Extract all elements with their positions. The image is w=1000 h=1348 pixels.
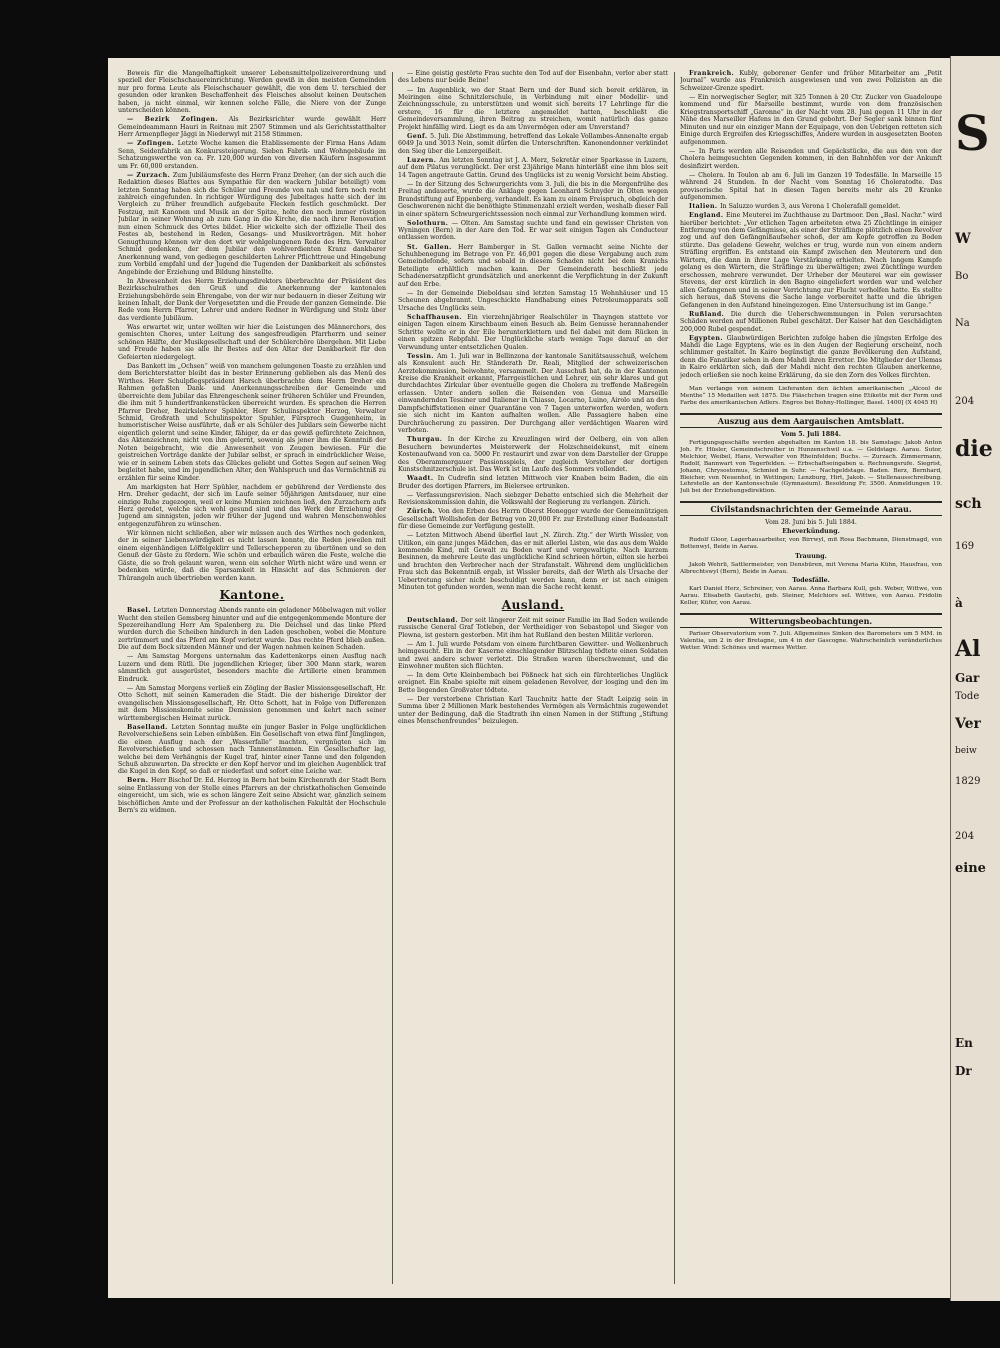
article-dateline: Deutschland. [407,616,461,624]
article-paragraph [398,492,668,507]
section-heading: Kantone. [219,588,285,603]
article-paragraph [118,685,386,722]
column-1 [118,70,386,1290]
article-paragraph [398,314,668,351]
article-paragraph [118,724,386,776]
article-paragraph [680,70,942,92]
adjacent-page-text: 1829 [955,776,981,787]
article-text: — Cholera. In Toulon ab am 6. Juli im Ganzen 19 Todesfälle. In Marseille 15 während 24 Stunden. In der Nacht vom Sonntag 16 Choleratodte. Das provisorische Spital hat in diesen Tagen bereits mehr als 20 Kranke aufgenommen. [680,171,942,202]
article-paragraph [398,157,668,179]
article-paragraph [680,335,942,380]
adjacent-page-text: Bo [955,271,969,282]
article-paragraph [398,641,668,671]
article-dateline: Schaffhausen. [407,313,468,321]
article-text: — Der verstorbene Christian Karl Tauchnitz hatte der Stadt Leipzig sein in Summa über 2 Millionen Mark bestehendes Vermögen als Vermächtnis zugewendet unter der Bedingung, daß die Stadtrath ihn einen Namen in der Stiftung „Stiftung eines Menschenfreundes“ beizulegen. [398,695,668,726]
article-dateline: Frankreich. [689,70,740,77]
article-paragraph [680,212,942,309]
adjacent-page-text: W [955,231,971,247]
article-text: Herr Bischof Dr. Ed. Herzog in Bern hat beim Kirchenrath der Stadt Bern seine Entlassung von der Stelle eines Pfarrers an der christkatholischen Gemeinde eingereicht, um sich, wie es schon längere Zeit seine Absicht war, gänzlich seinem bischöflichen Amte und der Professur an der katholischen Fakultät der Hochschule Bern's zu widmen. [118,777,386,815]
article-text: — Letzten Mittwoch Abend überfiel laut „N. Zürch. Ztg.“ der Wirth Wissler, von Uitikon, ein ganz junges Mädchen, das er mit allerlei Listen, wie das aus dem Walde kommende Kind, mit Gewalt zu Boden warf und vergewaltigte. Nach kurzem Besinnen, da mehrere Leute das unglückliche Kind schrieen hörten, eilten sie herbei und brachten den Verbrecher nach der Strafanstalt. Während dem unglücklichen Frau sich das Bekenntniß ergab, ist Wissler bereits, daß der Wirth als Ursache der Uebertretung sicher nicht beschuldigt werden kann, denn er ist nach einigen Minuten tot gefunden worden, wenn man die Sache recht kennt. [398,532,668,592]
article-text: In Cudrefin sind letzten Mittwoch vier Knaben beim Baden, die ein Bruder des dortigen Pfarrers, im Bielersee ertrunken. [398,475,668,490]
section-heading: Ausland. [501,597,565,612]
article-text: Kubly, geborener Genfer und früher Mitarbeiter am „Petit Journal“ wurde aus Frankreich ausgewiesen und von zwei Polizisten an die Schweizer-Grenze spedirt. [680,70,942,92]
civil-body1: Rudolf Gloor, Lagerhausarbeiter, von Birrwyl, mit Rosa Bachmann, Dienstmagd, von Bottenwyl, Beide in Aarau. [680,537,942,551]
article-text: Letzten Donnerstag Abends rannte ein geladener Möbelwagen mit voller Wucht den steilen Gemsberg hinunter und auf die entgegenkommende Monture der Spezereihandlung Herr Am Spalenberg zu. Die Deichsel und das linke Pferd wurden durch die Scheiben hindurch in den Laden geschoben, wobei die Monture zertrümmert und das Pferd am Kopf verletzt wurde. Das rechte Pferd blieb außen. Die auf dem Bock sitzenden Männer und der Wagen nahmen keinen Schaden. [118,607,386,652]
column-rule [392,72,393,1284]
article-paragraph [118,363,386,482]
article-paragraph [680,94,942,146]
article-paragraph [398,244,668,289]
adjacent-page-text: Gar [955,671,980,685]
article-dateline: Tessin. [407,352,438,360]
adjacent-page-text: Na [955,318,970,329]
article-text: Der seit längerer Zeit mit seiner Familie im Bad Soden weilende russische General Graf Totleben, der Vertheidiger von Sebastopol und Sieger von Plewna, ist gestern gestorben. Mit ihm hat Rußland den besten Militär verloren. [398,616,668,639]
adjacent-page-edge [950,56,1000,1301]
article-paragraph [398,436,668,473]
article-text: — In Paris werden alle Reisenden und Gepäckstücke, die aus den von der Cholera heimgesuchten Gegenden kommen, in den Bahnhöfen vor der Ankunft desinfizirt werden. [680,147,942,170]
article-text: — Am Samstag Morgens unternahm das Kadettenkorps einen Ausflug nach Luzern und dem Rütli. Die jugendlichen Krieger, über 300 Mann stark, waren sämmtlich gut ausgerüstet, besonders machte die Artillerie einen brammen Eindruck. [118,653,386,683]
article-text: In Abwesenheit des Herrn Erziehungsdirektors überbrachte der Präsident des Bezirksschulrathes den Gruß und die Anerkennung der kantonalen Erziehungsbehörde sein Ehrengabe, von der wir nur bedauern in dieser Zeitung wir keinen Inhalt, der Dank der Vorgesetzten und die Freude der ganzen Gemeinde. Die Rede vom Herrn Pfarrer, Lehrer und andere Redner in Würdigung und Stolz über das verdiente Jubiläum. [118,277,386,322]
article-text: 5. Juli. Die Abstimmung, betreffend das Lokale Vollambes-Annenalte ergab 6049 Ja und 3013 Nein, somit dürfen die Unterschriften. Kanonendonner verkündet den Sieg über die Lenzergeißeit. [398,132,668,155]
article-paragraph [398,532,668,592]
weather-body: Pariser Observatorium vom 7. Juli. Allgemeines Sinken des Barometers um 5 MM. in Valentia, um 2 in der Bretagne, um 4 in der Gascogne. Wahrscheinlich veränderliches Wetter. Wind: Schönes und warmes Wetter. [680,631,942,651]
article-dateline: Luzern. [407,156,440,164]
article-paragraph [398,181,668,218]
article-dateline: Bern. [127,777,151,785]
adjacent-page-text: die [955,436,993,462]
article-dateline: England. [689,212,727,220]
article-paragraph [118,70,386,115]
article-paragraph [118,777,386,814]
article-paragraph [398,672,668,694]
article-text: Am letzten Sonntag ist J. A. Merz, Sekretär einer Sparkasse in Luzern, auf dem Pilatus verunglückt. Der erst 23jährige Mann hinterläßt eine ihm blos seit 14 Tagen angetraute Gattin. Grund des Unglücks ist zu wenig Vorsicht beim Abstieg. [398,156,668,179]
article-text: Ein vierzehnjähriger Realschüler in Thayngen stattete vor einigen Tagen einem Kirschbaum einen Besuch ab. Beim Genusse herannahender Schritte wollte er in der Eile herunterklettern und fiel dabei mit dem Rücken in einen spitzen Rebpfahl. Der Unglückliche starb wenige Tage darauf an der Verwundung unter entsetzlichen Qualen. [398,313,668,351]
column-rule [674,72,675,1284]
article-paragraph [398,617,668,639]
article-paragraph [118,530,386,582]
adjacent-page-text: à [955,596,963,610]
article-text: Wir können nicht schließen, aber wir müssen auch des Wirthes noch gedenken, der in seiner Liebenswürdigkeit es nicht lassen konnte, die Reden jeweilen mit einem eigenhändigen Löffelgeklirr und Tellerschepperen zu übertönen und so den Genuß der Gäste zu fördern. Wie schön und erbaulich wären die Feste, welche die Gäste, die so froh gelaunt waren, wenn ein solcher Wirth nicht wäre und wenn er bedenken würde, daß die Sparsamkeit in Hinsicht auf das Schmieren der Thürangeln auch übertrieben werden kann. [118,529,386,582]
article-text: Herr Bamberger in St. Gallen vermacht seine Nichte der Schuhbenegung im Betrage von Fr. 46,901 gegen die diese Vergabung auch zum Gemeindefonde, sofern und sobald in diesem Schaden nicht bei dem Kranichs Beteiligte erhältlich machen kann. Der Gemeinderath beschließt jede Schadenersatzpflicht grundsätzlich und anerkennt die Verpflichtung in der Zukunft auf den Erbe. [398,243,668,288]
amtsblatt-title: Auszug aus dem Aargauischen Amtsblatt. [680,413,942,428]
amtsblatt-body: Fertigungsgeschäfte werden abgehalten im Kanton 18. bis Samstags: Jakob Anton Joh. Fr. Hüsler, Gemeindschreiber in Hunzenschwil u.a. — Geldstage. Aarau. Sutor, Melchior, Weibel, Hans, Verwalter von Rheinfelden; Buchs. — Zurzach. Zimmermann, Rudolf, Bannwart von Tegerfelden. — Erbschaftseingaben u. Rechnungsrufe. Siegrist, Johann, Chrysostomus, Schmied in Suhr. — Nachgeldstage. Baden. Berz, Bernhard, Bleicher, von Neuenhof, in Wettingen; Lenzburg, Hirt, Jakob. — Stellenausschreibung. Lehrstelle an der Kantonsschule (Gymnasium). Besoldung Fr. 3500. Anmeldungen 19. Juli bei der Erziehungsdirektion. [680,440,942,495]
article-text: Am markigsten hat Herr Spühler, nachdem er gebührend der Verdienste des Hrn. Dreher gedacht, der sich im Laufe seiner 50jährigen Amtsdauer, nur eine einzige Ruhe zugezogen, weil er keine Mumien zeichnen ließ, den Zurzachern aufs Herz geredet, welche sich wohl gesund sind und das Werk der Erziehung der Jugend am sinnigsten, jeden wir früher der Jugend und wahren Menschenwohles entgegenzuführen zu wünschen. [118,483,386,528]
article-paragraph [398,508,668,530]
civil-body3: Karl Daniel Herz, Schreiner, von Aarau. Anna Barbara Kull, geb. Weber, Wittwe, von Aarau. Elisabeth Gautschi, geb. Steiner, Melchiors sel. Wittwe, von Aarau. Fridolin Keller, Küfer, von Aarau. [680,586,942,607]
article-text: — Ein norwegischer Segler, mit 325 Tonnen à 20 Ctr. Zucker von Guadeloupe kommend und für Marseille bestimmt, wurde von dem französischen Kriegstransportschiff „Garonne“ in der Nacht vom 28. Juni gegen 11 Uhr in der Nähe des Marseiller Hafens in den Grund gebohrt. Der Segler sank binnen fünf Minuten und nur ein einziger Mann der Equipage, von den Uebrigen retteten sich Einige durch Ergreifen des Kriegsschiffes, Andere wurden in ausgesetzten Booten aufgenommen. [680,93,942,146]
article-dateline: — Bezirk Zofingen. [127,116,229,124]
article-dateline: Solothurn. [407,219,452,227]
civil-sub1: Eheverkündung. [782,528,840,536]
article-text: — Am 1. Juli wurde Potsdam von einem furchtbaren Gewitter- und Wolkenbruch heimgesucht. Ein in der Kaserne einschlagender Blitzschlag tödtete einen Soldaten und zwei andere schwer verletzt. Die Straßen waren überschwemmt, und die Einwohner mußten sich flüchten. [398,640,668,670]
article-dateline: Zürich. [407,508,439,516]
article-text: Eine Meuterei im Zuchthause zu Dartmoor. Den „Basl. Nachr.“ wird hierüber berichtet: „Vor etlichen Tagen arbeiteten etwa 25 Züchtlinge in einiger Entfernung von dem Gefängnisse, als einer der Sträflinge plötzlich einen Revolver zog und auf den Gefängnißaufseher schoß, der am Kopfe getroffen zu Boden stürzte. Das geladene Gewehr, welches er trug, wurde nun von einem andern Sträfling ergriffen. Es entstand ein Kampf zwischen den Meuterern und den Wärtern, die dann in ihrer Lage Verstärkung erhielten. Nach langem Kampfe gelang es den Wärtern, die Sträflinge zu überwältigen; zwei Züchtlinge wurden erschossen, mehrere verwundet. Der Urheber der Meuterei war ein gewisser Stevens, der erst kürzlich in den Bagno eingeliefert worden war und welcher allen Gefangenen und in seiner Verrichtung zur Flucht verholfen hatte. Es stellte sich heraus, daß Stevens die Sache lange vorbereitet hatte und die übrigen Gefangenen in den Aufstand hineingezogen. Eine Untersuchung ist im Gange.“ [680,212,942,309]
adjacent-page-text: 204 [955,831,975,842]
foreign-news-continued [680,70,942,379]
article-text: Zum Jubiläumsfeste des Herrn Franz Dreher, (an der sich auch die Redaktion dieses Blattes aus Sympathie für den wackern Jubilar beteiligt) vom letzten Sonntag haben sich die Schüler und Freunde von nah und fern noch recht zahlreich eingefunden. In richtiger Würdigung des Jubeltages hatte sich der im Vergleich zu früher freundlich aufgebaute Flecken festlich geschmückt. Der Festzug, mit Kanonen und Musik an der Spitze, holte den noch immer rüstigen Jubilar in seiner Wohnung ab zum Gang in die Kirche, die nach ihrer Renovation nun einen Schmuck des Ortes bildet. Hier wickelte sich der offizielle Theil des Festes ab, bestehend in Reden, Gesangs- und Musikvorträgen. Mit hoher Genugthuung können wir den dort wir wohlgelungenen Rede des Hrn. Verwalter Schmid gedenken, der dem Jubilar den wohlverdienten Kranz dankbarer Anerkennung wand, von gediegen geschilderten Lehrer Pflichttreue und Hingebung zum Vorbild empfahl und der Jugend die Tugenden der Dankbarkeit als schönstes Angebinde der Erziehung und Bildung hinstellte. [118,171,386,276]
adjacent-page-text: S [955,106,990,162]
adjacent-page-text: Tode [955,691,980,702]
article-paragraph [118,324,386,361]
article-text: — In der Sitzung des Schwurgerichts vom 3. Juli, die bis in die Morgenfrühe des Freitag andauerte, wurde die Anklage gegen Leonhard Schnyder in Olten wegen Brandstiftung auf Eppenberg, verhandelt. Es kam zu einem Freispruch, obgleich der Geschworenen nicht die benöthigte Stimmenzahl erzielt werden, weshalb dieser Fall in einer spätern Schwurgerichtssession noch einmal zur Verhandlung kommen wird. [398,180,668,218]
adjacent-page-text: eine [955,861,986,876]
article-dateline: Thurgau. [407,436,448,444]
article-paragraph [680,203,942,210]
article-text: Letzten Sonntag mußte ein junger Basler in Folge unglücklichen Revolverschießens sein Leben einbüßen. Ein Gesellschaft von etwa fünf Jünglingen, die einen Ausflug nach der „Wasserfalle“ machten, vergnügten sich im Revolverschießen und schossen nach Tannenstämmen. Ein Gesellschafter lag, welche bei dem Verhängnis der Kugel traf, hinter einer Tanne und den folgenden Schuß abzuwarten. Da streckte er den Kopf hervor und im gleichen Augenblick traf die Kugel in den Kopf, so daß er niederfast und sofort eine Leiche war. [118,723,386,776]
article-paragraph [118,116,386,138]
weather-title: Witterungsbeobachtungen. [680,613,942,628]
article-dateline: Rußland. [689,310,731,318]
civil-date: Vom 28. Juni bis 5. Juli 1884. [765,519,857,527]
article-text: Was erwartet wir, unter wollten wir hier die Leistungen des Männerchors, des gemischten Chores, unter Leitung des sangesfreudigen Pfarrherrn und seiner schönen Hälfte, der Musikgesellschaft und der Schülerchöre übergehen. Mit Liebe und Freude haben sie alle ihr Bestes auf den Altar der Dankbarkeit für den Gefeierten niedergelegt. [118,323,386,361]
article-text: — Im Augenblick, wo der Staat Bern und der Bund sich bereit erklären, in Meiringen eine Schnitzlerschule, in Verbindung mit einer Modellir- und Zeichnungsschule, zu unterstützen und womit sich bereits 17 Lehrlinge für die erstere, 16 für die letztere angemeldet hatten, beschließt die Gemeindeversammlung, ihren Beitrag zu streichen, womit natürlich das ganze Projekt hinfällig wird. Liegt es da am Unvermögen oder am Unverstand? [398,86,668,131]
article-text: Die durch die Ueberschwemmungen in Polen verursachten Schäden werden auf Millionen Rubel geschätzt. Der Kaiser hat den Geschädigten 200,000 Rubel gespendet. [680,310,942,333]
article-paragraph [398,290,668,312]
article-text: Als Bezirksrichter wurde gewählt Herr Gemeindeammann Hauri in Reitnau mit 2507 Stimmen und als Gerichtsstatthalter Herr Armenpfleger Jäggi in Niederwyl mit 2158 Stimmen. [118,116,386,139]
article-paragraph [118,278,386,323]
advertisement: Man verlange von seinem Lieferanten den ächten amerikanischen „Alcool de Menthe“ 15 Medaillen seit 1875. Die Fläschchen tragen eine Etikette mit der Form und Farbe des amerikanischen Adlers. Engros bei Bohny-Hollinger, Basel. 1400] (X 4045 H) [680,386,942,407]
article-dateline: Basel. [127,607,154,615]
civil-sub2: Trauung. [795,552,827,560]
article-text: Von den Erben des Herrn Oberst Honegger wurde der Gemeinnützigen Gesellschaft Wollishofen der Betrag von 20,000 Fr. zur Erstellung einer Badeanstalt für diese Gemeinde zur Verfügung gestellt. [398,508,668,530]
divider [720,382,902,383]
article-paragraph [680,311,942,333]
article-paragraph [680,172,942,202]
article-dateline: Italien. [689,203,721,211]
article-paragraph [398,70,668,85]
article-text: — In dem Orte Kleinbembach bei Pößneck hat sich ein fürchterliches Unglück ereignet. Ein Knabe spielte mit einem geladenen Revolver, der losging und den im Bette liegenden Großvater tödtete. [398,672,668,694]
article-text: — Eine geistig gestörte Frau suchte den Tod auf der Eisenbahn, verlor aber statt des Lebens nur beide Beine! [398,70,668,85]
article-paragraph [118,140,386,170]
article-text: — Am Samstag Morgens verließ ein Zögling der Basler Missionsgesellschaft, Hr. Otto Schott, mit seinen Kameraden die Stadt. Die der bisherige Direktor der evangelischen Missionsgesellschaft, Hr. Otto Schott, hat in Folge von Differenzen mit dem Missionskomite seine Demission genommen und kehrt nach seiner württembergischen Heimat zurück. [118,684,386,722]
article-dateline: — Zofingen. [127,140,178,148]
adjacent-page-text: En [955,1036,973,1050]
article-dateline: Genf. [407,132,431,140]
adjacent-page-text: Ver [955,716,981,732]
article-paragraph [118,653,386,683]
article-text: Das Bankett im „Ochsen“ weiß von manchem gelungenen Toaste zu erzählen und dem Berichterstatter bleibt das in bester Erinnerung geblieben als das Menü des Wirthes. Herr Schulpflegspräsident Harsch überbrachte dem Herrn Dreher ein Rahmen gefaßten Dank- und Anerkennungsschreiben der Gemeinde und überreichte dem Jubilar das Ehrengeschenk seiner früheren Schüler und Freunden, die ihm mit 5 hundertfrankenstücken überreicht wurden. Es sprachen die Herren Pfarrer Dreher, Bezirkslehrer Spühler, Herr Schulinspektor Herzog, Verwalter Schmid, Großrath und Schulinspektor Spuhler, Fürsprech Guggenheim, in humoristischer Weise ausführte, daß er als Schüler des Jubilars sein Gewerbe nicht eigentlich gelernt und seine Kinder, fähiger, da er das gewiß gefürchtete Zeichnen, das Aktenzeichnen, nicht von ihm gelernt, sowenig als jener ihm die Kenntniß der Noten beigebracht, wie die Anwesenheit von Zeugen bewiesen. Für die geistreichen Vorträge dankte der Jubilar selbst, er sprach in eindrücklicher Weise, wie er in seinem Leben stets das Glückes geliebt und Gottes Segen auf seinen Weg begleitet habe, und im jugendlichen Alter, den Wahlspruch und das Vermächtniß zu erzählen für seine Kinder. [118,362,386,482]
column-2 [398,70,668,1290]
adjacent-page-text: Al [955,636,981,662]
column-3 [680,70,942,1290]
adjacent-page-text: 169 [955,541,975,552]
article-paragraph [118,607,386,652]
amtsblatt-date: Vom 5. Juli 1884. [781,431,841,438]
article-text: — Verfassungsrevision. Nach siebzger Debatte entschied sich die Mehrheit der Revisionskommission dahin, die Volkswahl der Regierung zu verlangen. Zürich. [398,491,668,507]
article-paragraph [118,172,386,276]
article-text: Am 1. Juli war in Bellinzona der kantonale Sanitätsausschuß, welchem als Konsulent auch Hr. Ständerath Dr. Reali, Mitglied der schweizerischen Aerztekommission, beiwohnte, versammelt. Der Ausschuß hat, da in der Kantonen Kreise die Krankheit erkannt, Pfarrgeistlichen und Lehrer, ein sehr klares und gut durchdachtes Zirkular über eventuelle gegen die Cholera zu treffende Maßregeln erlassen. Unter andern sollen die Reisenden von Genua und Marseille einwandernden Tessiner und Italiener in Chiasso, Locarno, Luino, Airolo und an den Dampfschiffstationen einer Quarantäne von 7 Tagen unterworfen werden, wofern sie sich nicht im Kanton aufhalten wollen. Alle Passagiere haben eine Durchräucherung zu passiren. Der Durchgang aller verdächtigen Waaren wird verboten. [398,352,668,435]
adjacent-page-text: sch [955,496,982,512]
adjacent-page-text: Dr [955,1064,972,1078]
article-dateline: Baselland. [127,723,172,731]
article-paragraph [118,484,386,529]
adjacent-page-text: 204 [955,396,975,407]
civil-body2: Jakob Wehrli, Sattlermeister, von Densbüren, mit Verena Maria Kühn, Hausfrau, von Albrechtswyl (Bern), Beide in Aarau. [680,561,942,575]
article-dateline: St. Gallen. [407,243,458,251]
newspaper-page [108,58,950,1298]
article-paragraph [398,220,668,242]
article-text: In Saluzzo wurden 3, aus Verona 1 Cholerafall gemeldet. [720,203,901,211]
article-text: — Olten. Am Samstag suchte und fand ein gewisser Christen von Wyningen (Bern) in der Aare den Tod. Er war seit einigen Tagen als Conducteur entlassen worden. [398,219,668,242]
article-text: In der Kirche zu Kreuzlingen wird der Oelberg, ein von allen Besuchern bewundertes Meisterwerk der Holzschneidekunst, mit einem Kostenaufwand von ca. 5000 Fr. restaurirt und zwar von dem Darsteller der Gruppe des Oberammergauer Passionsspiels, der zugleich Vorsteher der dortigen Kunstschnitzerschule ist. Das Werk ist im Laufe des Sommers vollendet. [398,436,668,474]
civil-sub3: Todesfälle. [792,577,830,585]
article-dateline: — Zurzach. [127,171,173,179]
article-paragraph [680,148,942,170]
article-paragraph [398,696,668,726]
article-paragraph [398,133,668,155]
article-paragraph [398,475,668,490]
article-text: — In der Gemeinde Dieboldsau sind letzten Samstag 15 Wohnhäuser und 15 Scheunen abgebrannt. Ungeschickte Handhabung eines Petroleumapparats soll Ursache des Unglücks sein. [398,289,668,312]
adjacent-page-text: beiw [955,746,977,756]
article-dateline: Waadt. [407,475,438,483]
article-dateline: Egypten. [689,334,727,342]
article-paragraph [398,353,668,435]
article-text: Glaubwürdigen Berichten zufolge haben die jüngsten Erfolge des Mahdi die Lage Egyptens, wie es in den Augen der Regierung erscheint, noch schlimmer gestaltet. In Kairo begünstigt die ganze Bevölkerung den Aufstand, denn die Fanatiker sehen in dem Mahdi ihren Erretter. Die Mitglieder der Ulemas in Kairo erklärten sich, daß der Mahdi nicht den rechten Glauben anerkenne, jedoch erließen sie noch keine Erklärung, da sie den Zorn des Volkes fürchten. [680,334,942,379]
article-text: Letzte Woche kamen die Etablissemente der Firma Hans Adam Senn, Seidenfabrik an Konkurssteigerung. Sieben Fabrik- und Wohngebäude im Schatzungswerthe von ca. Fr. 120,000 wurden von diversen Käufern insgesammt um Fr. 60,000 erstanden. [118,140,386,170]
civil-title: Civilstandsnachrichten der Gemeinde Aarau. [680,501,942,516]
article-text: Beweis für die Mangelhaftigkeit unserer Lebensmittelpolizeiverordnung und speziell der Fleischschauereinrichtung. Werden gewiß in den meisten Gemeinden nur pro forma Leute als Fleischschauer gewählt, die von dem U. terschied der gesunden oder kranken Beschaffenheit des Fleisches absolut keinen Deutschen haben, ja nicht einmal, wir kennen solche Fälle, die Niere von der Zunge unterscheiden können. [118,70,386,115]
article-paragraph [398,87,668,132]
